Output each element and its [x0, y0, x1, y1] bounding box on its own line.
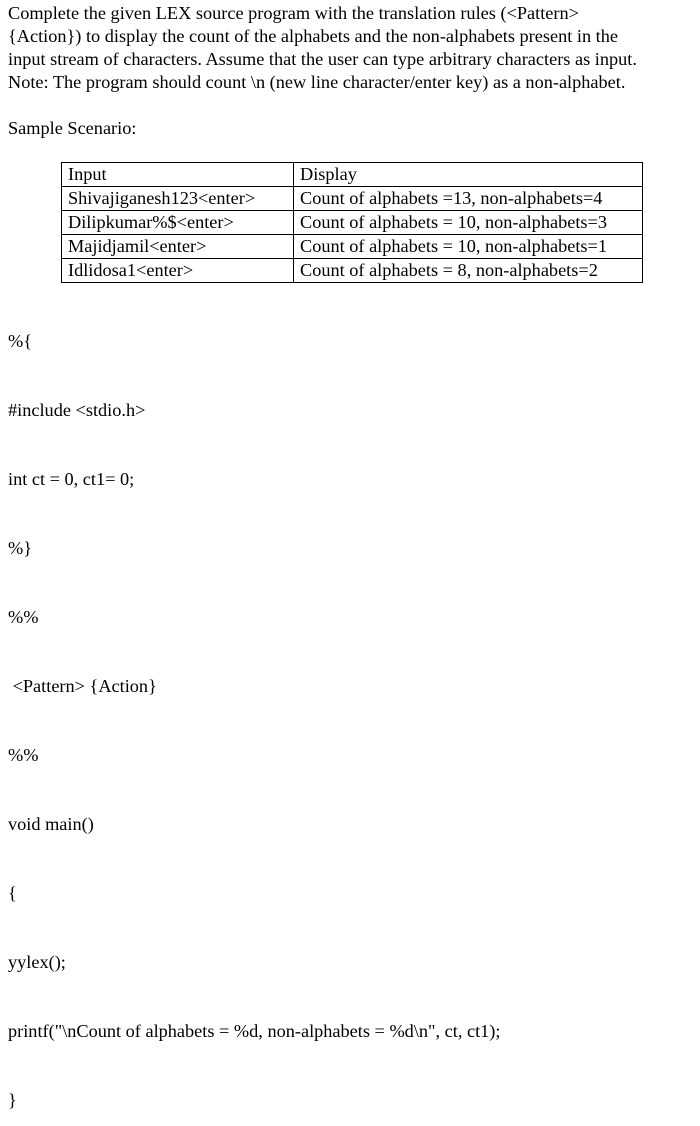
code-line: }	[8, 1090, 17, 1110]
code-line: {	[8, 883, 17, 903]
question-line: input stream of characters. Assume that the user can type arbitrary characters as input.	[8, 49, 637, 69]
table-row	[62, 211, 643, 235]
column-header-input: Input	[62, 163, 294, 187]
code-line: int ct = 0, ct1= 0;	[8, 469, 135, 489]
code-line: yylex();	[8, 952, 66, 972]
table-row	[62, 259, 643, 283]
table-cell-input: Majidjamil<enter>	[62, 235, 294, 259]
sample-table	[61, 162, 643, 283]
column-header-display: Display	[294, 163, 643, 187]
table-cell-display: Count of alphabets = 8, non-alphabets=2	[294, 259, 643, 283]
table-cell-display: Count of alphabets =13, non-alphabets=4	[294, 187, 643, 211]
scenario-heading: Sample Scenario:	[8, 118, 137, 138]
code-line: void main()	[8, 814, 94, 834]
table-cell-display: Count of alphabets = 10, non-alphabets=1	[294, 235, 643, 259]
table-cell-input: Shivajiganesh123<enter>	[62, 187, 294, 211]
code-line: printf("\nCount of alphabets = %d, non-alphabets = %d\n", ct, ct1);	[8, 1021, 501, 1041]
code-line: <Pattern> {Action}	[8, 676, 157, 696]
code-line: #include <stdio.h>	[8, 400, 146, 420]
code-line: %}	[8, 538, 33, 558]
table-header-row	[62, 163, 643, 187]
table-row	[62, 187, 643, 211]
question-text	[8, 2, 694, 94]
table-cell-input: Dilipkumar%$<enter>	[62, 211, 294, 235]
table-cell-input: Idlidosa1<enter>	[62, 259, 294, 283]
code-line: %%	[8, 745, 39, 765]
question-line: {Action}) to display the count of the alphabets and the non-alphabets present in the	[8, 26, 619, 46]
question-line: Complete the given LEX source program with the translation rules (<Pattern>	[8, 3, 579, 23]
code-line: %{	[8, 331, 33, 351]
lex-source-code	[8, 284, 500, 1126]
table-cell-display: Count of alphabets = 10, non-alphabets=3	[294, 211, 643, 235]
question-line: Note: The program should count \n (new line character/enter key) as a non-alphabet.	[8, 72, 626, 92]
code-line: %%	[8, 607, 39, 627]
table-row	[62, 235, 643, 259]
